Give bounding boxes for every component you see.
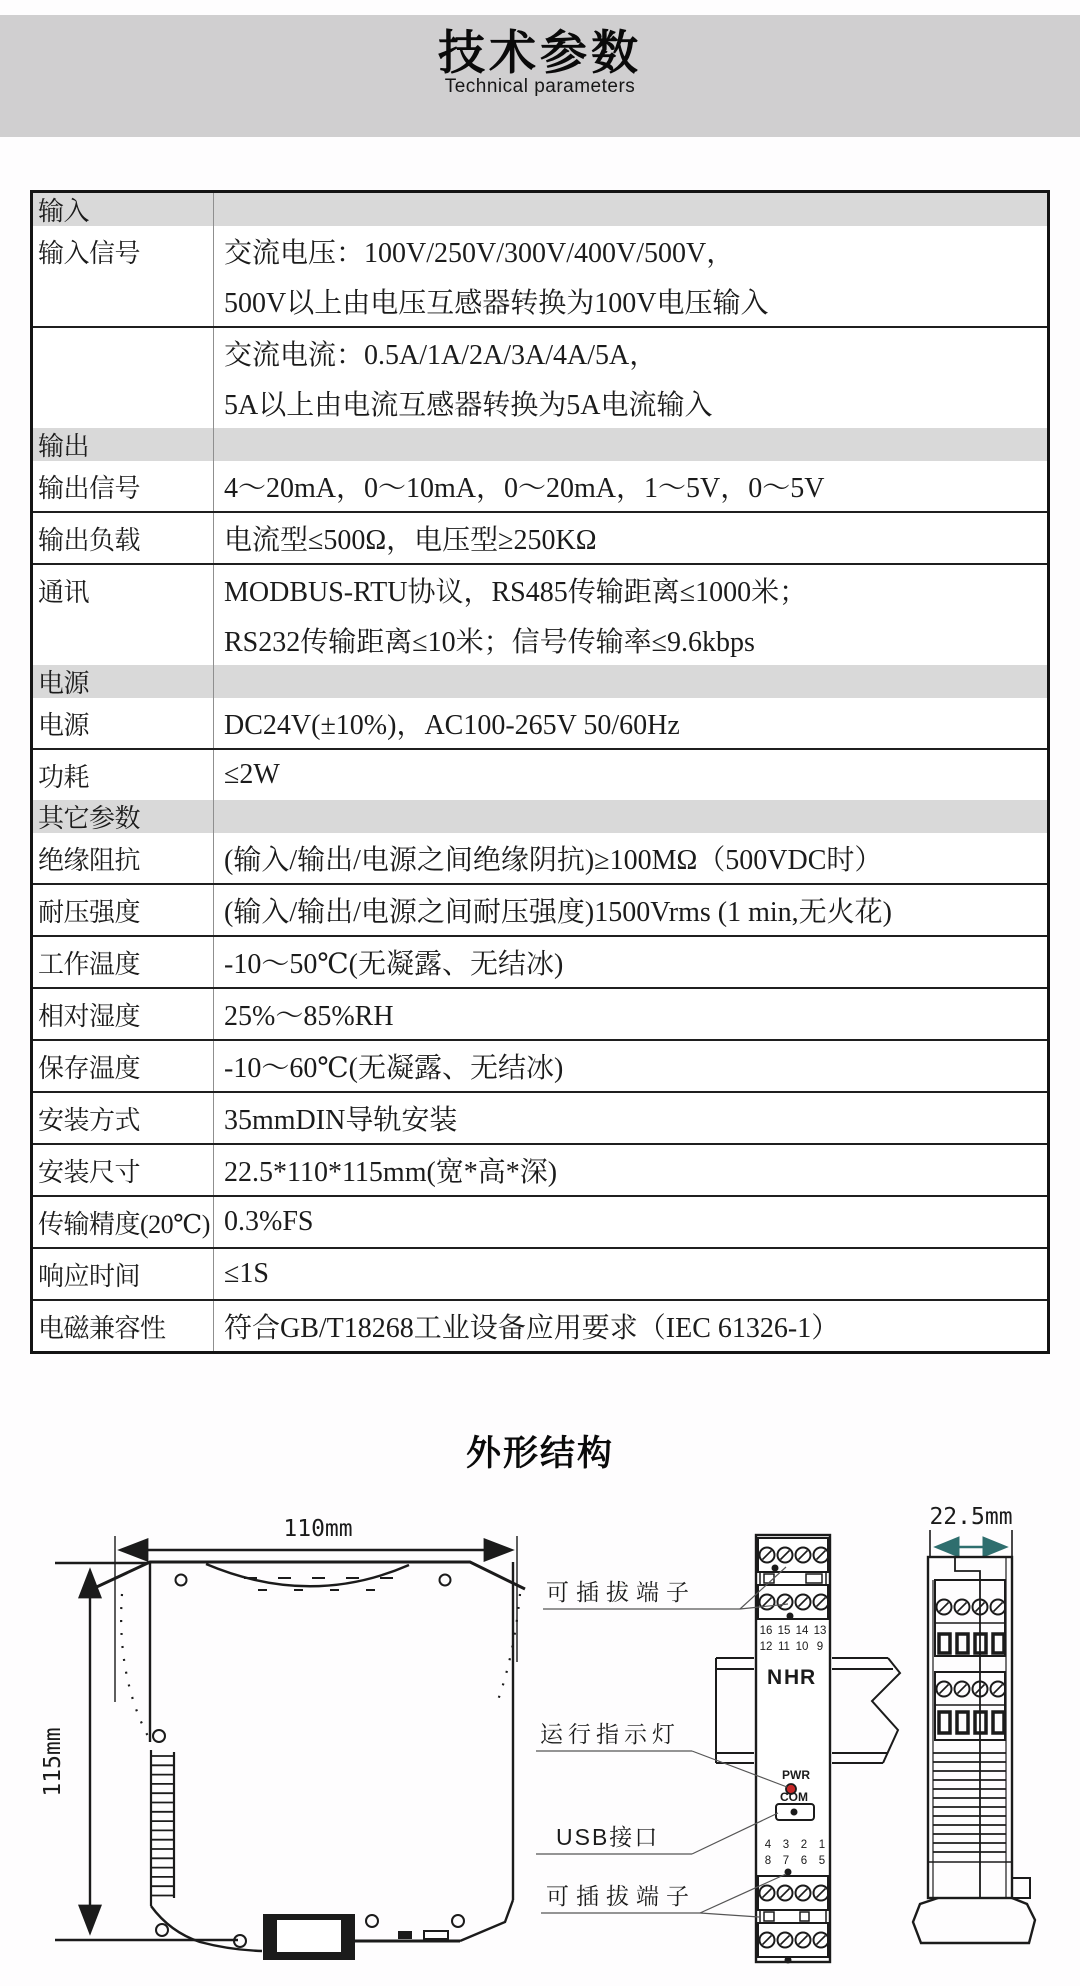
row-label: 相对湿度 — [38, 1001, 141, 1031]
header-band — [0, 15, 1080, 137]
page-title: 技术参数 — [438, 26, 642, 79]
table-section-row — [33, 800, 1047, 833]
table-row — [33, 1195, 1047, 1247]
table-section-row — [33, 665, 1047, 698]
table-row — [33, 1091, 1047, 1143]
row-label: 输入 — [38, 197, 90, 226]
row-label: 输出负载 — [38, 525, 141, 555]
profile-view-drawing — [913, 1504, 1035, 1943]
row-value: 35mmDIN导轨安装 — [213, 1093, 1047, 1143]
outline-title: 外形结构 — [465, 1434, 614, 1473]
svg-text:1: 1 — [818, 1839, 826, 1851]
row-value — [213, 665, 1047, 698]
label-terminal-bottom: 可插拔端子 — [546, 1883, 696, 1909]
din-clip-connector — [263, 1914, 355, 1960]
svg-text:7: 7 — [782, 1855, 790, 1867]
table-section-row — [33, 193, 1047, 226]
label-usb: USB接口 — [556, 1824, 660, 1850]
label-terminal-top: 可插拔端子 — [546, 1579, 696, 1605]
depth-dimension-label: 22.5mm — [929, 1504, 1013, 1530]
row-label: 其它参数 — [38, 804, 141, 833]
svg-text:PWR: PWR — [782, 1768, 810, 1782]
table-row — [33, 1299, 1047, 1351]
row-label: 响应时间 — [38, 1261, 141, 1291]
table-row — [33, 883, 1047, 935]
table-row — [33, 1039, 1047, 1091]
spec-table — [30, 190, 1050, 1354]
vent-slots — [151, 1756, 174, 1896]
row-value: -10～50℃(无凝露、无结冰) — [213, 937, 1047, 987]
row-label: 传输精度(20℃) — [38, 1209, 210, 1239]
row-value: (输入/输出/电源之间耐压强度)1500Vrms (1 min,无火花) — [213, 885, 1047, 935]
svg-text:2: 2 — [800, 1839, 808, 1851]
svg-text:3: 3 — [782, 1839, 790, 1851]
svg-text:6: 6 — [800, 1855, 808, 1867]
row-label: 绝缘阻抗 — [38, 845, 141, 875]
row-label: 工作温度 — [38, 949, 141, 979]
module-body — [756, 1535, 830, 1962]
profile-vent-grid — [933, 1753, 1006, 1852]
row-label: 电磁兼容性 — [38, 1313, 166, 1343]
row-value — [213, 428, 1047, 461]
row-label: 安装尺寸 — [38, 1157, 141, 1187]
row-value: 25%～85%RH — [213, 989, 1047, 1039]
table-row — [33, 326, 1047, 428]
table-row — [33, 1143, 1047, 1195]
svg-text:10: 10 — [795, 1641, 809, 1653]
table-row — [33, 226, 1047, 326]
callout-labels — [536, 1567, 788, 1917]
table-row — [33, 563, 1047, 665]
svg-text:14: 14 — [795, 1625, 809, 1637]
row-value — [213, 193, 1047, 226]
row-value: 交流电压：100V/250V/300V/400V/500V， 500V以上由电压互感器转换为100V电压输入 — [213, 226, 1047, 326]
outline-drawings — [0, 1400, 1080, 1986]
table-row — [33, 461, 1047, 511]
row-value: 交流电流：0.5A/1A/2A/3A/4A/5A， 5A以上由电流互感器转换为5A电流输入 — [213, 328, 1047, 428]
row-label: 耐压强度 — [38, 897, 141, 927]
brand-logo — [767, 1666, 815, 1689]
svg-text:13: 13 — [813, 1625, 827, 1637]
din-hook — [1012, 1878, 1030, 1898]
front-view-drawing — [40, 1516, 525, 1960]
row-value: MODBUS-RTU协议，RS485传输距离≤1000米； RS232传输距离≤10米；信号传输率≤9.6kbps — [213, 565, 1047, 665]
svg-text:COM: COM — [780, 1790, 808, 1804]
svg-text:12: 12 — [759, 1641, 773, 1653]
table-row — [33, 1247, 1047, 1299]
row-value: ≤2W — [213, 750, 1047, 800]
svg-text:11: 11 — [778, 1641, 790, 1653]
svg-text:15: 15 — [777, 1625, 791, 1637]
row-value: DC24V(±10%)，AC100-265V 50/60Hz — [213, 698, 1047, 748]
row-value: 符合GB/T18268工业设备应用要求（IEC 61326-1） — [213, 1301, 1047, 1351]
din-clip-base — [913, 1898, 1035, 1943]
row-label — [33, 328, 213, 428]
row-label: 保存温度 — [38, 1053, 141, 1083]
table-row — [33, 935, 1047, 987]
svg-text:4: 4 — [764, 1839, 772, 1851]
row-label: 电源 — [38, 669, 90, 698]
row-value: 电流型≤500Ω，电压型≥250KΩ — [213, 513, 1047, 563]
table-row — [33, 511, 1047, 563]
profile-terminal-section-1 — [935, 1580, 1006, 1656]
page-subtitle: Technical parameters — [444, 75, 636, 97]
profile-terminal-section-2 — [935, 1672, 1006, 1740]
svg-text:R: R — [800, 1666, 816, 1689]
row-label: 输出信号 — [38, 473, 141, 503]
row-value: 0.3%FS — [213, 1197, 1047, 1247]
row-value — [213, 800, 1047, 833]
height-dimension-label: 115mm — [40, 1727, 66, 1797]
table-row — [33, 748, 1047, 800]
row-value: -10～60℃(无凝露、无结冰) — [213, 1041, 1047, 1091]
svg-text:16: 16 — [759, 1625, 773, 1637]
module-side-view — [716, 1535, 900, 1964]
row-label: 输入信号 — [38, 238, 141, 268]
svg-text:9: 9 — [816, 1641, 824, 1653]
row-label: 电源 — [38, 710, 90, 740]
table-row — [33, 987, 1047, 1039]
row-value: 4～20mA，0～10mA，0～20mA，1～5V，0～5V — [213, 461, 1047, 511]
row-value: (输入/输出/电源之间绝缘阴抗)≥100MΩ（500VDC时） — [213, 833, 1047, 883]
row-label: 通讯 — [38, 577, 90, 607]
row-label: 输出 — [38, 432, 90, 461]
svg-text:8: 8 — [764, 1855, 772, 1867]
row-value: 22.5*110*115mm(宽*高*深) — [213, 1145, 1047, 1195]
table-row — [33, 698, 1047, 748]
svg-text:H: H — [784, 1666, 800, 1689]
svg-text:N: N — [767, 1666, 783, 1689]
svg-text:5: 5 — [818, 1855, 826, 1867]
label-run-indicator: 运行指示灯 — [540, 1721, 680, 1747]
row-value: ≤1S — [213, 1249, 1047, 1299]
row-label: 功耗 — [38, 762, 90, 792]
row-label: 安装方式 — [38, 1105, 141, 1135]
table-section-row — [33, 428, 1047, 461]
table-row — [33, 833, 1047, 883]
width-dimension-label: 110mm — [283, 1516, 353, 1542]
